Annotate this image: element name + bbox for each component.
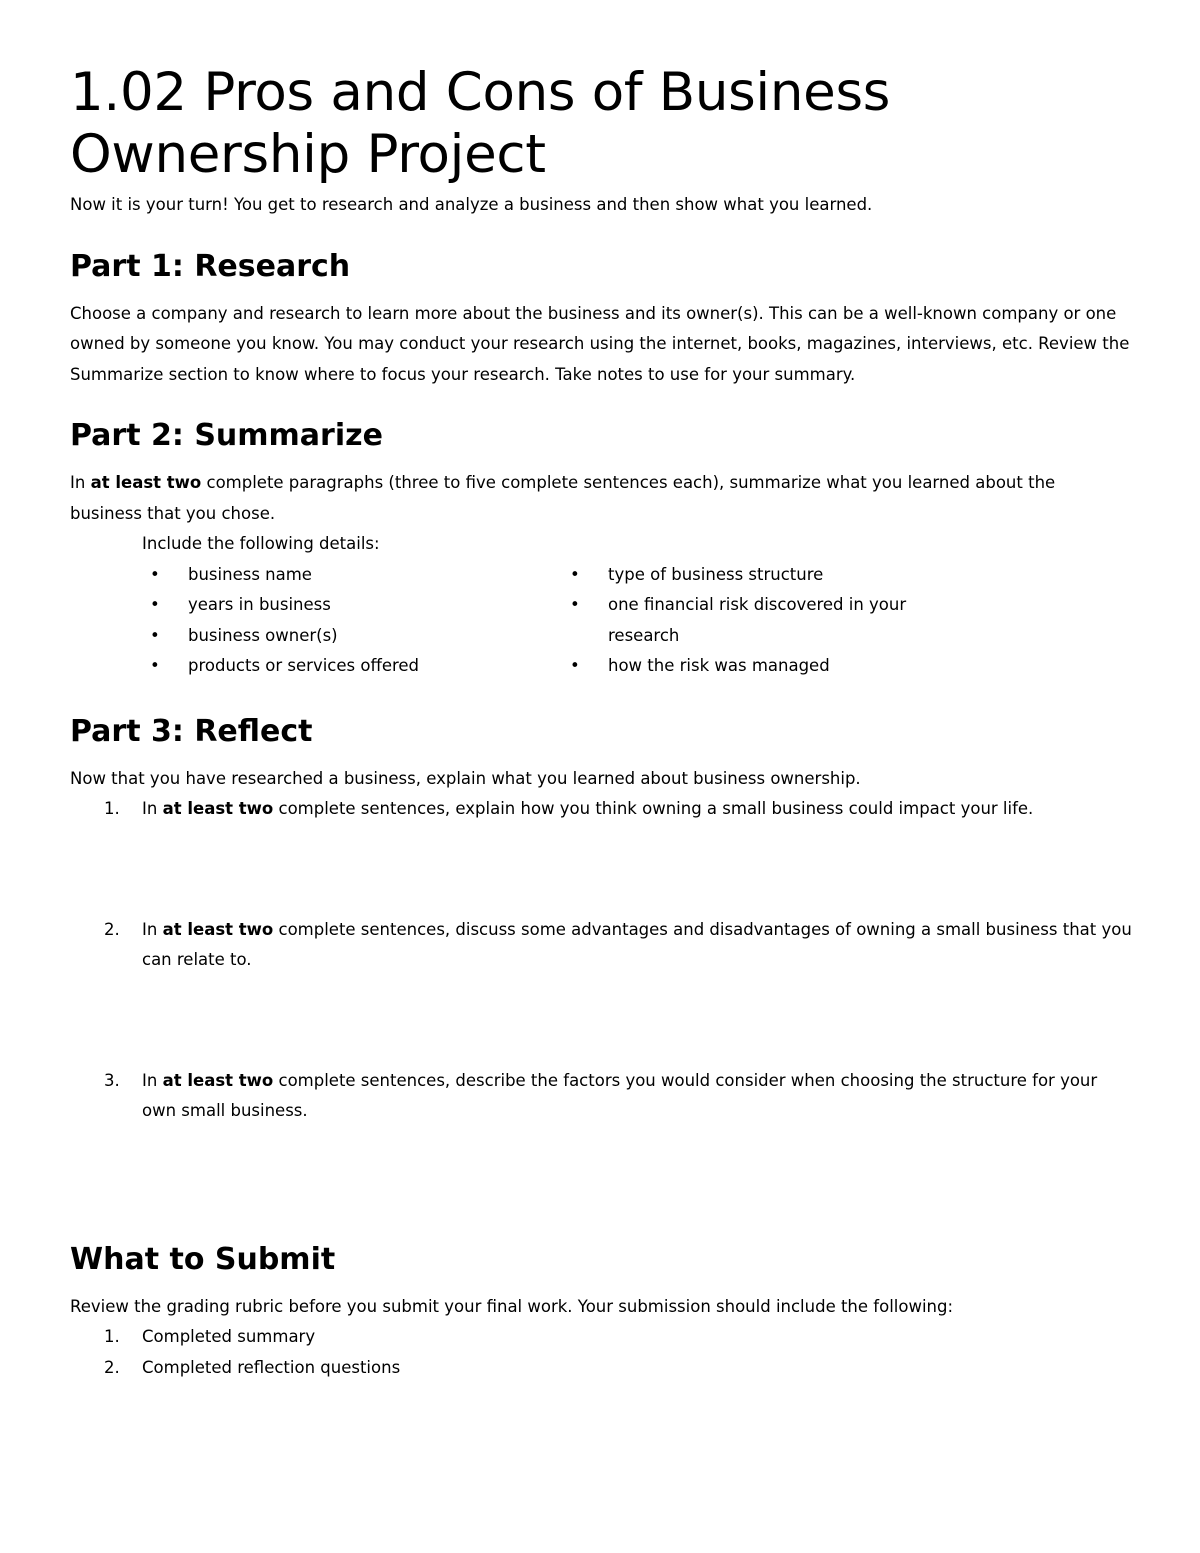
question-emphasis: at least two [162, 1070, 274, 1090]
bullet-icon: • [150, 595, 160, 614]
bullet-icon: • [570, 656, 580, 675]
question-prefix: In [142, 1070, 163, 1090]
details-list-left [70, 560, 562, 682]
reflection-question [70, 1066, 1132, 1127]
part2-body-emphasis: at least two [90, 473, 202, 492]
detail-item [562, 651, 922, 682]
bullet-icon: • [150, 625, 160, 645]
submit-item [70, 1322, 1132, 1353]
document-page [70, 62, 1132, 1383]
details-list [70, 560, 1132, 682]
details-intro: Include the following details: [142, 534, 380, 553]
part2-heading: Part 2: Summarize [70, 418, 383, 453]
detail-item-text: type of business structure [608, 564, 824, 584]
detail-item-text: years in business [188, 595, 331, 614]
submit-list [70, 1322, 1132, 1383]
part3-intro: Now that you have researched a business, explain what you learned about business ownership. [70, 768, 861, 788]
detail-item [142, 621, 562, 652]
part1-heading: Part 1: Research [70, 248, 351, 284]
question-suffix: complete sentences, describe the factors you would consider when choosing the structure for your own small business. [142, 1070, 1098, 1120]
part3-heading: Part 3: Reflect [70, 713, 313, 749]
question-emphasis: at least two [162, 919, 274, 939]
detail-item-text: products or services offered [188, 656, 420, 675]
bullet-icon: • [150, 656, 160, 675]
detail-item-text: business owner(s) [188, 625, 338, 645]
detail-item [562, 560, 922, 591]
submit-item-number: 1. [104, 1327, 120, 1346]
part2-body-prefix: In [70, 473, 91, 492]
details-list-right [562, 560, 922, 682]
submit-item-text: Completed summary [142, 1327, 316, 1346]
question-emphasis: at least two [162, 799, 274, 818]
detail-item-text: business name [188, 564, 312, 584]
submit-item-number: 2. [104, 1357, 120, 1377]
part2-body [70, 468, 1132, 529]
bullet-icon: • [570, 564, 580, 584]
reflection-questions [70, 794, 1132, 1127]
question-number: 3. [104, 1070, 120, 1090]
bullet-icon: • [150, 564, 160, 584]
intro-paragraph: Now it is your turn! You get to research and analyze a business and then show what you learned. [70, 195, 873, 214]
document-title: 1.02 Pros and Cons of Business Ownership Project [70, 62, 891, 185]
detail-item [142, 651, 562, 682]
submit-item-text: Completed reflection questions [142, 1357, 401, 1377]
detail-item [562, 590, 922, 651]
question-prefix: In [142, 919, 163, 939]
question-number: 1. [104, 799, 120, 818]
reflection-question [70, 794, 1132, 825]
part2-body-suffix: complete paragraphs (three to five complete sentences each), summarize what you learned about the business that you chose. [70, 473, 1056, 523]
question-number: 2. [104, 919, 120, 939]
question-suffix: complete sentences, discuss some advantages and disadvantages of owning a small business that you can relate to. [142, 919, 1132, 969]
question-suffix: complete sentences, explain how you think owning a small business could impact your life. [273, 799, 1034, 818]
reflection-question [70, 915, 1132, 976]
detail-item [142, 590, 562, 621]
submit-item [70, 1353, 1132, 1384]
submit-heading: What to Submit [70, 1241, 336, 1277]
question-prefix: In [142, 799, 163, 818]
detail-item-text: one financial risk discovered in your research [608, 595, 907, 645]
detail-item [142, 560, 562, 591]
part1-body: Choose a company and research to learn more about the business and its owner(s). This can be a well-known company or one owned by someone you know. You may conduct your research using the internet, books, magazines, interviews, etc. Review the Summarize section to know where to focus your research. Take notes to use for your summary. [70, 303, 1130, 384]
bullet-icon: • [570, 595, 580, 614]
detail-item-text: how the risk was managed [608, 656, 830, 675]
submit-intro: Review the grading rubric before you submit your final work. Your submission should include the following: [70, 1296, 954, 1316]
